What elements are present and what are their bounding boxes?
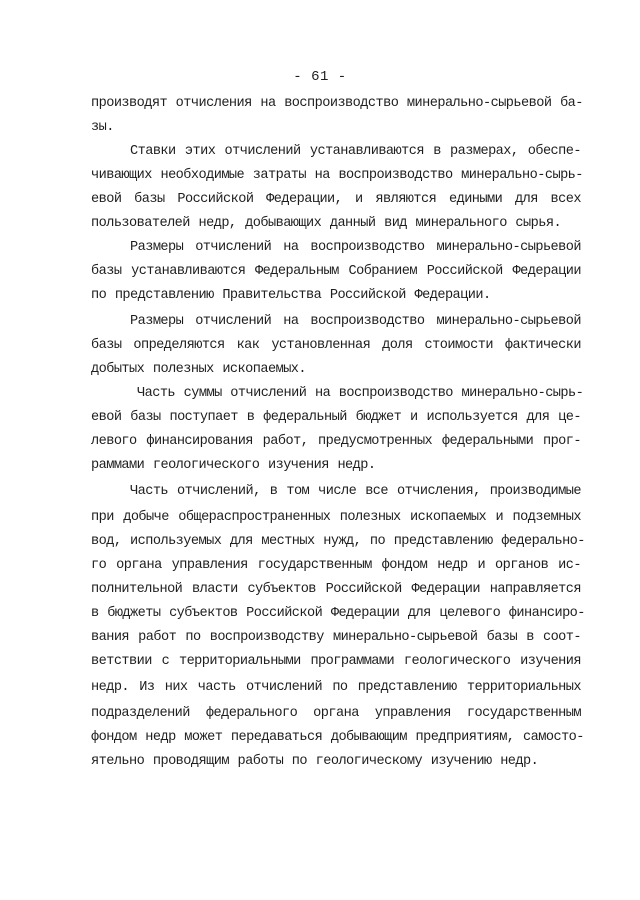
text-line: левого финансирования работ, предусмотренных федеральными прог- — [91, 434, 581, 449]
text-line: евой базы Российской Федерации, и являются едиными для всех — [91, 192, 581, 207]
text-line: при добыче общераспространенных полезных ископаемых и подземных — [91, 510, 581, 525]
paragraph-first-line: Часть отчислений, в том числе все отчисления, производимые — [130, 484, 581, 499]
text-line: го органа управления государственным фондом недр и органов ис- — [91, 558, 581, 573]
text-line: недр. Из них часть отчислений по представлению территориальных — [91, 680, 581, 695]
text-line: раммами геологического изучения недр. — [91, 458, 376, 473]
text-line: пользователей недр, добывающих данный вид минерального сырья. — [91, 216, 562, 231]
paragraph-first-line: Размеры отчислений на воспроизводство минерально-сырьевой — [130, 314, 581, 329]
text-line: фондом недр может передаваться добывающим предприятиям, самосто- — [91, 730, 584, 745]
text-line: в бюджеты субъектов Российской Федерации для целевого финансиро- — [91, 606, 585, 621]
text-line: добытых полезных ископаемых. — [91, 362, 307, 377]
text-line: вания работ по воспроизводству минерально-сырьевой базы в соот- — [91, 630, 581, 645]
paragraph-first-line: Размеры отчислений на воспроизводство минерально-сырьевой — [130, 240, 581, 255]
paragraph-first-line: Часть суммы отчислений на воспроизводство минерально-сырь- — [137, 386, 584, 401]
page-number: - 61 - — [293, 69, 347, 85]
text-line: полнительной власти субъектов Российской Федерации направляется — [91, 582, 581, 597]
paragraph-first-line: Ставки этих отчислений устанавливаются в размерах, обеспе- — [130, 144, 581, 159]
text-line: подразделений федерального органа управления государственным — [91, 706, 581, 721]
text-line: ветствии с территориальными программами геологического изучения — [91, 654, 581, 669]
text-line: вод, используемых для местных нужд, по представлению федерально- — [91, 534, 585, 549]
text-line: зы. — [91, 120, 114, 135]
text-line: ятельно проводящим работы по геологическому изучению недр. — [91, 754, 539, 769]
text-line: чивающих необходимые затраты на воспроизводство минерально-сырь- — [91, 168, 583, 183]
text-line: по представлению Правительства Российской Федерации. — [91, 288, 491, 303]
text-line: базы устанавливаются Федеральным Собранием Российской Федерации — [91, 264, 581, 279]
text-line: базы определяются как установленная доля стоимости фактически — [91, 338, 581, 353]
text-line: производят отчисления на воспроизводство минерально-сырьевой ба- — [91, 96, 583, 111]
text-line: евой базы поступает в федеральный бюджет и используется для це- — [91, 410, 581, 425]
